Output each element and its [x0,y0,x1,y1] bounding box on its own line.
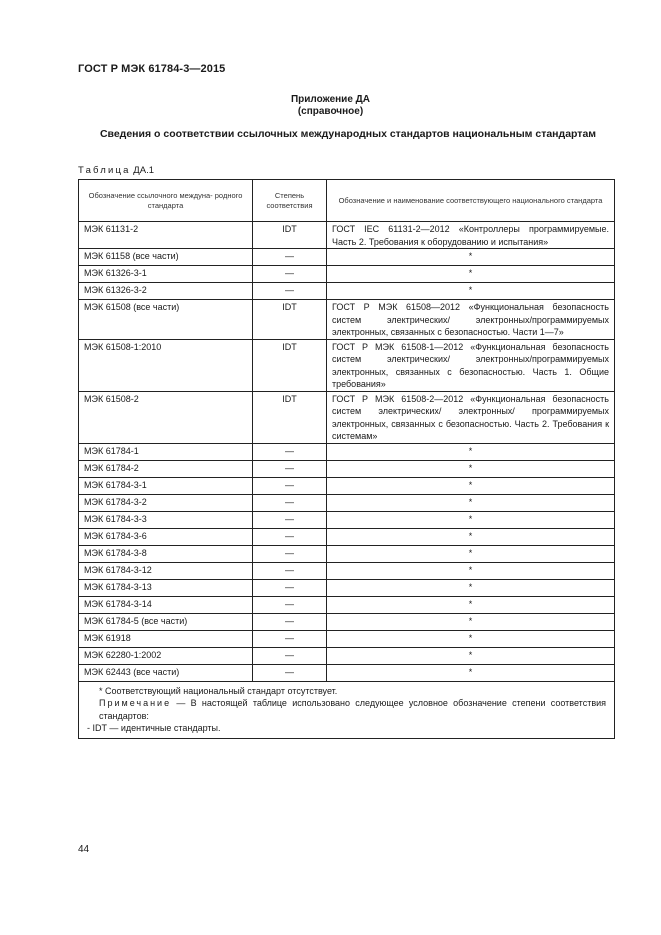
cell-reference-standard: МЭК 61508 (все части) [79,300,253,340]
cell-national-standard: * [327,647,615,664]
cell-degree: — [253,443,327,460]
cell-reference-standard: МЭК 61326-3-2 [79,283,253,300]
cell-degree: — [253,528,327,545]
cell-degree: — [253,249,327,266]
column-header-degree: Степень соответствия [253,180,327,222]
cell-national-standard: * [327,545,615,562]
cell-degree: — [253,283,327,300]
note [87,697,606,722]
cell-reference-standard: МЭК 61131-2 [79,222,253,249]
cell-reference-standard: МЭК 62280-1:2002 [79,647,253,664]
table-row [79,443,615,460]
cell-reference-standard: МЭК 61508-2 [79,391,253,443]
cell-national-standard: * [327,596,615,613]
cell-reference-standard: МЭК 61784-2 [79,460,253,477]
cell-degree: — [253,596,327,613]
cell-reference-standard: МЭК 61784-3-3 [79,511,253,528]
table-notes-row [79,681,615,738]
table-row [79,545,615,562]
section-title: Сведения о соответствии ссылочных международных стандартов национальным стандартам [99,128,597,140]
cell-degree: IDT [253,300,327,340]
cell-national-standard: * [327,613,615,630]
table-row [79,249,615,266]
cell-reference-standard: МЭК 61158 (все части) [79,249,253,266]
table-caption [78,165,154,176]
table-header-row [79,180,615,222]
table-row [79,222,615,249]
cell-national-standard: * [327,443,615,460]
table-row [79,562,615,579]
table-row [79,283,615,300]
note-item: - IDT — идентичные стандарты. [87,723,221,733]
table-row [79,579,615,596]
table-caption-label: Таблица [78,165,131,176]
cell-degree: — [253,613,327,630]
table-row [79,511,615,528]
cell-national-standard: * [327,579,615,596]
cell-reference-standard: МЭК 61918 [79,630,253,647]
cell-national-standard: * [327,283,615,300]
cell-national-standard: ГОСТ IEC 61131-2—2012 «Контроллеры программируемые. Часть 2. Требования к оборудованию и испытания» [327,222,615,249]
note-label: Примечание [99,698,172,708]
cell-degree: — [253,647,327,664]
page-number: 44 [78,844,90,855]
cell-degree: — [253,494,327,511]
table-row [79,339,615,391]
table-notes [79,681,615,738]
table-row [79,647,615,664]
table-row [79,494,615,511]
table-row [79,391,615,443]
cell-reference-standard: МЭК 61784-3-8 [79,545,253,562]
cell-reference-standard: МЭК 61326-3-1 [79,266,253,283]
cell-reference-standard: МЭК 62443 (все части) [79,664,253,681]
annex-title: Приложение ДА [290,94,371,105]
cell-degree: — [253,562,327,579]
cell-reference-standard: МЭК 61784-3-12 [79,562,253,579]
cell-national-standard: * [327,562,615,579]
cell-national-standard: * [327,511,615,528]
cell-reference-standard: МЭК 61784-3-1 [79,477,253,494]
cell-national-standard: * [327,494,615,511]
cell-degree: — [253,630,327,647]
column-header-national: Обозначение и наименование соответствующего национального стандарта [327,180,615,222]
footnote: * Соответствующий национальный стандарт отсутствует. [99,685,338,696]
table-row [79,528,615,545]
cell-degree: IDT [253,391,327,443]
cell-degree: — [253,545,327,562]
cell-degree: IDT [253,222,327,249]
cell-degree: — [253,460,327,477]
table-caption-number: ДА.1 [133,165,154,176]
cell-degree: — [253,477,327,494]
cell-national-standard: ГОСТ Р МЭК 61508-1—2012 «Функциональная безопасность систем электрических/ электронных/программируемых электронных, связанных с безопасностью. Часть 1. Общие требования» [327,339,615,391]
table-row [79,596,615,613]
cell-national-standard: ГОСТ Р МЭК 61508—2012 «Функциональная безопасность систем электрических/ электронных/программируемых электронных, связанных с безопасностью. Части 1—7» [327,300,615,340]
table-row [79,630,615,647]
table-row [79,613,615,630]
cell-reference-standard: МЭК 61784-3-13 [79,579,253,596]
table-row [79,266,615,283]
cell-reference-standard: МЭК 61784-3-14 [79,596,253,613]
column-header-reference: Обозначение ссылочного междуна- родного стандарта [79,180,253,222]
cell-reference-standard: МЭК 61784-5 (все части) [79,613,253,630]
cell-degree: IDT [253,339,327,391]
standards-correspondence-table [78,179,615,739]
cell-degree: — [253,511,327,528]
cell-national-standard: * [327,249,615,266]
cell-reference-standard: МЭК 61508-1:2010 [79,339,253,391]
cell-reference-standard: МЭК 61784-3-2 [79,494,253,511]
table-row [79,460,615,477]
note-text: — В настоящей таблице использовано следующее условное обозначение степени соответствия стандартов: [99,698,606,721]
cell-national-standard: * [327,630,615,647]
cell-reference-standard: МЭК 61784-1 [79,443,253,460]
document-code: ГОСТ Р МЭК 61784-3—2015 [78,63,226,75]
table-row [79,300,615,340]
cell-degree: — [253,664,327,681]
cell-reference-standard: МЭК 61784-3-6 [79,528,253,545]
cell-national-standard: ГОСТ Р МЭК 61508-2—2012 «Функциональная безопасность систем электрических/ электронных/ программируемых электронных, связанных с безопасностью. Часть 2. Требования к системам» [327,391,615,443]
cell-national-standard: * [327,528,615,545]
cell-degree: — [253,579,327,596]
annex-heading [0,94,661,118]
cell-degree: — [253,266,327,283]
table-row [79,477,615,494]
annex-subtitle: (справочное) [297,106,364,117]
cell-national-standard: * [327,477,615,494]
table-row [79,664,615,681]
cell-national-standard: * [327,266,615,283]
cell-national-standard: * [327,460,615,477]
cell-national-standard: * [327,664,615,681]
